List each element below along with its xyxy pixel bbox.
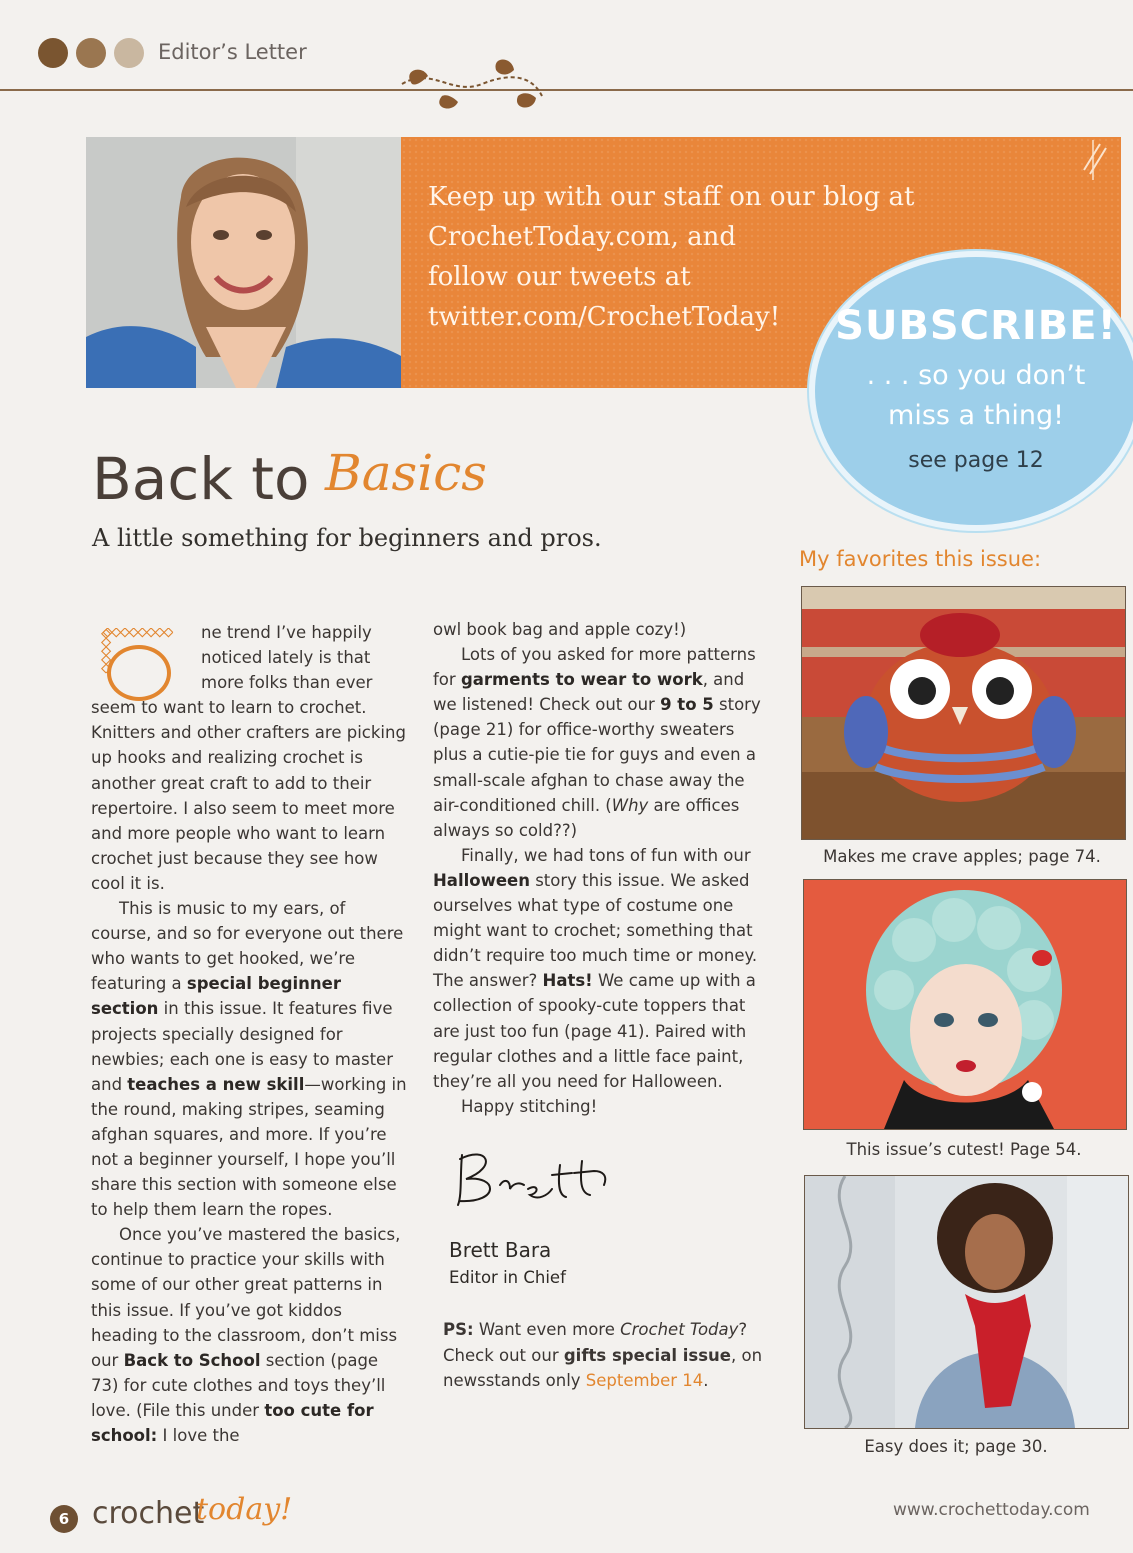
editor-role: Editor in Chief xyxy=(449,1268,566,1287)
paragraph-1-text: ne trend I’ve happily noticed lately is that more folks than ever seem to want to learn to crochet. Knitters and other crafters are picking up hooks and realizing crochet is another great craft to add to their repertoire. I also seem to meet more and more people who want to learn crochet just because they see how cool it is. xyxy=(91,623,406,893)
dot-2 xyxy=(76,38,106,68)
hats-emphasis: Hats! xyxy=(542,971,593,991)
subscribe-page-ref: see page 12 xyxy=(908,448,1044,473)
article-title: Back to xyxy=(92,445,310,513)
footer-url-link[interactable]: www.crochettoday.com xyxy=(893,1500,1090,1520)
paragraph-6-text-c: story this issue. We asked ourselves what type of costume one might want to crochet; something that didn’t require too much time or money. The answer? xyxy=(433,870,758,991)
dot-1 xyxy=(38,38,68,68)
page-number: 6 xyxy=(50,1505,78,1533)
paragraph-3-text-a: Once you’ve mastered the basics, continue to practice your skills with some of our other great patterns in this issue. If you’ve got kiddos heading to the classroom, don’t miss our xyxy=(91,1225,401,1370)
editor-name: Brett Bara xyxy=(449,1238,552,1262)
subscribe-title[interactable]: SUBSCRIBE! xyxy=(835,303,1117,349)
blog-line-1: Keep up with our staff on our blog at xyxy=(428,182,915,212)
subscribe-badge[interactable] xyxy=(815,257,1133,525)
section-label: Editor’s Letter xyxy=(158,40,307,64)
paragraph-2-text-e: —working in the round, making stripes, seaming afghan squares, and more. If you’re not a beginner yourself, I hope you’ll share this section with someone else to help them learn the ropes. xyxy=(91,1074,407,1220)
article-title-script: Basics xyxy=(325,444,487,502)
paragraph-6-text-a: Finally, we had tons of fun with our xyxy=(461,845,751,865)
paragraph-4: owl book bag and apple cozy!) xyxy=(433,620,687,639)
paragraph-5-text-e: story (page 21) for office-worthy sweaters plus a cutie-pie tie for guys and even a small-scale afghan to chase away the air-conditioned chill. ( xyxy=(433,695,761,815)
paragraph-5-text-a: Lots of you asked for more patterns for xyxy=(433,645,756,690)
blog-line-4[interactable]: twitter.com/CrochetToday! xyxy=(428,302,781,332)
garments-emphasis: garments to wear to work xyxy=(460,670,703,690)
ps-text-b: Want even more xyxy=(473,1320,621,1339)
favorite-caption-3: Easy does it; page 30. xyxy=(864,1437,1048,1456)
paragraph-3 xyxy=(91,1222,409,1448)
beginner-section-emphasis: special beginner section xyxy=(91,974,341,1019)
subscribe-line-2: miss a thing! xyxy=(888,400,1064,431)
section-dots xyxy=(38,38,144,68)
ps-text-h: . xyxy=(703,1371,709,1390)
paragraph-2-text-a: This is music to my ears, of course, and so for everyone out there who wants to get hooked, we’re featuring a xyxy=(91,899,404,994)
too-cute-emphasis: too cute for school: xyxy=(91,1400,374,1445)
paragraph-5 xyxy=(433,642,767,843)
halloween-emphasis: Halloween xyxy=(433,870,530,890)
postscript xyxy=(443,1317,773,1394)
ps-text-f: , on newsstands only xyxy=(443,1345,763,1390)
paragraph-2-text-c: in this issue. It features five projects specially designed for newbies; each one is easy to master and xyxy=(91,999,393,1094)
paragraph-5-text-g: are offices always so cold??) xyxy=(433,795,740,840)
brand-name: crochet xyxy=(92,1496,205,1531)
paragraph-7: Happy stitching! xyxy=(461,1096,598,1116)
article-subtitle: A little something for beginners and pros. xyxy=(92,524,602,552)
brand-name-script: today! xyxy=(196,1492,293,1527)
favorite-caption-2: This issue’s cutest! Page 54. xyxy=(846,1140,1082,1159)
ps-magazine-name: Crochet Today xyxy=(620,1320,739,1339)
new-skill-emphasis: teaches a new skill xyxy=(127,1074,305,1094)
signature-image xyxy=(448,1145,618,1215)
editor-photo xyxy=(86,137,403,388)
favorite-image-owl-apple-cozy[interactable] xyxy=(801,586,1126,840)
paragraph-3-text-e: I love the xyxy=(157,1426,240,1445)
why-emphasis: Why xyxy=(611,795,649,815)
leaf-vine-icon xyxy=(392,56,552,116)
blog-line-3: follow our tweets at xyxy=(428,262,691,292)
back-to-school-emphasis: Back to School xyxy=(123,1350,261,1370)
gifts-issue-emphasis: gifts special issue xyxy=(563,1345,731,1365)
paragraph-2 xyxy=(91,896,409,1222)
paragraph-6-text-e: We came up with a collection of spooky-cute toppers that are just too fun (page 41). Paired with regular clothes and a little face paint, they’re all you need for Halloween. xyxy=(433,971,756,1091)
favorites-heading: My favorites this issue: xyxy=(799,547,1042,571)
subscribe-line-1: . . . so you don’t xyxy=(866,360,1086,391)
paragraph-5-text-c: , and we listened! Check out our xyxy=(433,670,745,715)
paragraph-6 xyxy=(433,843,767,1094)
banner-stitch-mark xyxy=(1078,140,1108,180)
ps-label: PS: xyxy=(443,1320,474,1339)
paragraph-3-text-c: section (page 73) for cute clothes and toys they’ll love. (File this under xyxy=(91,1350,386,1420)
ps-text-d: ? Check out our xyxy=(443,1320,748,1365)
favorite-caption-1: Makes me crave apples; page 74. xyxy=(823,847,1101,866)
blog-line-2[interactable]: CrochetToday.com, and xyxy=(428,222,737,252)
header-rule xyxy=(0,89,1133,91)
favorite-image-crochet-hat-girl[interactable] xyxy=(803,879,1127,1130)
paragraph-1 xyxy=(91,620,409,896)
favorite-image-scarf-girl[interactable] xyxy=(804,1175,1129,1429)
ps-date: September 14 xyxy=(585,1371,704,1390)
article-column-1 xyxy=(91,620,409,1448)
dot-3 xyxy=(114,38,144,68)
article-column-2 xyxy=(433,617,767,1119)
nine-to-five-emphasis: 9 to 5 xyxy=(660,695,714,715)
